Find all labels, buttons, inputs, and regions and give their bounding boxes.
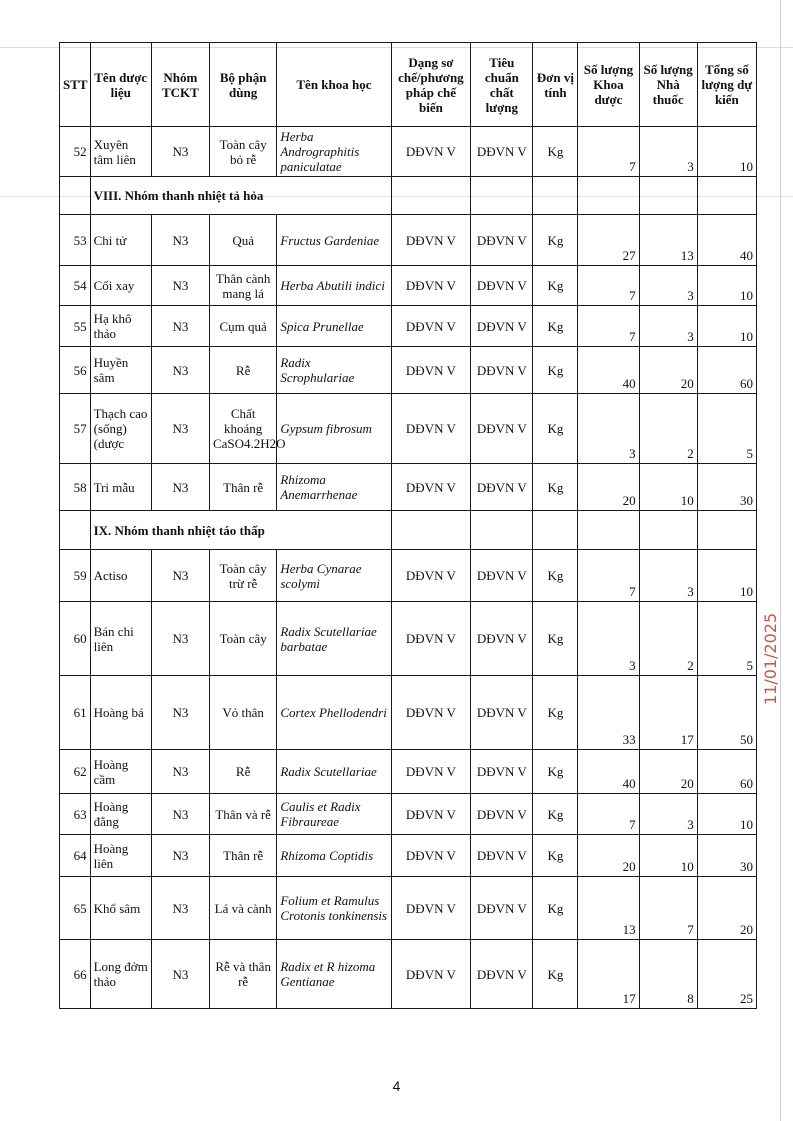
cell-standard: DĐVN V — [471, 676, 533, 750]
header-form: Dạng sơ chế/phương pháp chế biến — [391, 43, 471, 127]
cell-group: N3 — [151, 602, 209, 676]
cell-stt: 62 — [60, 750, 91, 794]
cell-form: DĐVN V — [391, 602, 471, 676]
cell-scientific: Caulis et Radix Fibraureae — [277, 794, 391, 835]
cell-standard: DĐVN V — [471, 877, 533, 940]
header-group: Nhóm TCKT — [151, 43, 209, 127]
cell-form: DĐVN V — [391, 940, 471, 1009]
table-row — [60, 306, 757, 347]
cell-qty-dept: 3 — [578, 394, 639, 464]
cell-unit: Kg — [533, 750, 578, 794]
cell-scientific: Folium et Ramulus Crotonis tonkinensis — [277, 877, 391, 940]
cell-stt: 63 — [60, 794, 91, 835]
cell-part: Chất khoáng CaSO4.2H2O — [209, 394, 276, 464]
cell-standard: DĐVN V — [471, 602, 533, 676]
cell-form: DĐVN V — [391, 676, 471, 750]
cell-qty-pharmacy: 13 — [639, 215, 697, 266]
cell-scientific: Herba Andrographitis paniculatae — [277, 127, 391, 177]
cell-qty-pharmacy: 20 — [639, 750, 697, 794]
cell-qty-total: 10 — [697, 127, 756, 177]
section-empty-cell — [471, 177, 533, 215]
cell-scientific: Radix et R hizoma Gentianae — [277, 940, 391, 1009]
cell-stt: 64 — [60, 835, 91, 877]
header-qty-pharmacy: Số lượng Nhà thuốc — [639, 43, 697, 127]
table-row — [60, 464, 757, 511]
cell-scientific: Radix Scutellariae barbatae — [277, 602, 391, 676]
cell-scientific: Cortex Phellodendri — [277, 676, 391, 750]
cell-group: N3 — [151, 550, 209, 602]
header-part: Bộ phận dùng — [209, 43, 276, 127]
cell-unit: Kg — [533, 347, 578, 394]
cell-part: Toàn cây trừ rễ — [209, 550, 276, 602]
table-row — [60, 877, 757, 940]
table-row — [60, 794, 757, 835]
cell-part: Cụm quả — [209, 306, 276, 347]
cell-form: DĐVN V — [391, 835, 471, 877]
header-name: Tên dược liệu — [90, 43, 151, 127]
cell-group: N3 — [151, 127, 209, 177]
cell-name: Hoàng đằng — [90, 794, 151, 835]
cell-standard: DĐVN V — [471, 940, 533, 1009]
section-empty-cell — [533, 511, 578, 550]
table-row — [60, 550, 757, 602]
cell-qty-dept: 20 — [578, 464, 639, 511]
cell-name: Long đởm thảo — [90, 940, 151, 1009]
cell-standard: DĐVN V — [471, 266, 533, 306]
cell-stt: 56 — [60, 347, 91, 394]
cell-stt: 66 — [60, 940, 91, 1009]
cell-qty-pharmacy: 2 — [639, 602, 697, 676]
cell-name: Hoàng cầm — [90, 750, 151, 794]
table-row — [60, 602, 757, 676]
cell-group: N3 — [151, 266, 209, 306]
cell-stt: 65 — [60, 877, 91, 940]
cell-standard: DĐVN V — [471, 215, 533, 266]
cell-group: N3 — [151, 940, 209, 1009]
cell-unit: Kg — [533, 306, 578, 347]
cell-qty-dept: 7 — [578, 266, 639, 306]
cell-part: Rễ — [209, 750, 276, 794]
cell-qty-pharmacy: 3 — [639, 127, 697, 177]
table-row — [60, 394, 757, 464]
section-empty-cell — [697, 511, 756, 550]
cell-name: Hoàng liên — [90, 835, 151, 877]
cell-qty-dept: 27 — [578, 215, 639, 266]
cell-form: DĐVN V — [391, 215, 471, 266]
cell-group: N3 — [151, 215, 209, 266]
section-empty-cell — [578, 511, 639, 550]
cell-scientific: Radix Scutellariae — [277, 750, 391, 794]
section-row — [60, 177, 757, 215]
section-label: IX. Nhóm thanh nhiệt táo thấp — [90, 511, 391, 550]
cell-qty-total: 60 — [697, 750, 756, 794]
cell-name: Actiso — [90, 550, 151, 602]
cell-qty-dept: 40 — [578, 347, 639, 394]
cell-qty-total: 30 — [697, 835, 756, 877]
table-body — [60, 127, 757, 1009]
section-empty-cell — [639, 511, 697, 550]
cell-scientific: Spica Prunellae — [277, 306, 391, 347]
cell-standard: DĐVN V — [471, 550, 533, 602]
section-empty-cell — [391, 177, 471, 215]
table-row — [60, 266, 757, 306]
cell-form: DĐVN V — [391, 550, 471, 602]
cell-name: Hạ khô thảo — [90, 306, 151, 347]
cell-qty-pharmacy: 3 — [639, 306, 697, 347]
cell-group: N3 — [151, 750, 209, 794]
cell-part: Rễ — [209, 347, 276, 394]
cell-qty-pharmacy: 2 — [639, 394, 697, 464]
cell-qty-dept: 33 — [578, 676, 639, 750]
cell-qty-dept: 7 — [578, 550, 639, 602]
cell-stt: 55 — [60, 306, 91, 347]
cell-unit: Kg — [533, 266, 578, 306]
header-qty-total: Tổng số lượng dự kiến — [697, 43, 756, 127]
section-empty-cell — [639, 177, 697, 215]
cell-name: Xuyên tâm liên — [90, 127, 151, 177]
cell-qty-pharmacy: 7 — [639, 877, 697, 940]
cell-qty-dept: 7 — [578, 794, 639, 835]
cell-name: Thạch cao (sống) (dược — [90, 394, 151, 464]
cell-standard: DĐVN V — [471, 347, 533, 394]
cell-unit: Kg — [533, 940, 578, 1009]
cell-qty-total: 5 — [697, 602, 756, 676]
cell-unit: Kg — [533, 602, 578, 676]
cell-name: Tri mẫu — [90, 464, 151, 511]
section-label: VIII. Nhóm thanh nhiệt tả hỏa — [90, 177, 391, 215]
cell-form: DĐVN V — [391, 750, 471, 794]
cell-qty-total: 30 — [697, 464, 756, 511]
cell-standard: DĐVN V — [471, 394, 533, 464]
cell-standard: DĐVN V — [471, 750, 533, 794]
header-standard: Tiêu chuẩn chất lượng — [471, 43, 533, 127]
cell-standard: DĐVN V — [471, 835, 533, 877]
cell-standard: DĐVN V — [471, 306, 533, 347]
cell-group: N3 — [151, 306, 209, 347]
cell-qty-pharmacy: 8 — [639, 940, 697, 1009]
cell-part: Rễ và thân rễ — [209, 940, 276, 1009]
cell-part: Thân và rễ — [209, 794, 276, 835]
cell-group: N3 — [151, 347, 209, 394]
cell-qty-dept: 7 — [578, 306, 639, 347]
cell-name: Bán chi liên — [90, 602, 151, 676]
cell-standard: DĐVN V — [471, 127, 533, 177]
cell-form: DĐVN V — [391, 794, 471, 835]
cell-scientific: Herba Abutili indici — [277, 266, 391, 306]
cell-qty-total: 25 — [697, 940, 756, 1009]
cell-form: DĐVN V — [391, 306, 471, 347]
cell-form: DĐVN V — [391, 877, 471, 940]
section-empty-cell — [578, 177, 639, 215]
cell-qty-dept: 17 — [578, 940, 639, 1009]
cell-part: Quả — [209, 215, 276, 266]
cell-part: Toàn cây — [209, 602, 276, 676]
cell-part: Thân rễ — [209, 835, 276, 877]
cell-unit: Kg — [533, 550, 578, 602]
cell-unit: Kg — [533, 215, 578, 266]
cell-qty-pharmacy: 3 — [639, 266, 697, 306]
cell-stt: 60 — [60, 602, 91, 676]
cell-part: Toàn cây bỏ rễ — [209, 127, 276, 177]
cell-group: N3 — [151, 794, 209, 835]
table-row — [60, 750, 757, 794]
cell-group: N3 — [151, 835, 209, 877]
cell-qty-total: 10 — [697, 794, 756, 835]
table-row — [60, 127, 757, 177]
section-stt-cell — [60, 511, 91, 550]
cell-standard: DĐVN V — [471, 794, 533, 835]
header-scientific: Tên khoa học — [277, 43, 391, 127]
cell-qty-pharmacy: 17 — [639, 676, 697, 750]
table-row — [60, 676, 757, 750]
handwritten-note: 11/01/2025 — [761, 612, 780, 705]
cell-form: DĐVN V — [391, 266, 471, 306]
header-stt: STT — [60, 43, 91, 127]
section-row — [60, 511, 757, 550]
cell-unit: Kg — [533, 794, 578, 835]
section-empty-cell — [533, 177, 578, 215]
cell-qty-total: 40 — [697, 215, 756, 266]
cell-qty-pharmacy: 10 — [639, 464, 697, 511]
cell-scientific: Rhizoma Anemarrhenae — [277, 464, 391, 511]
cell-unit: Kg — [533, 394, 578, 464]
cell-name: Cối xay — [90, 266, 151, 306]
cell-name: Hoàng bá — [90, 676, 151, 750]
cell-stt: 58 — [60, 464, 91, 511]
table-row — [60, 940, 757, 1009]
cell-scientific: Radix Scrophulariae — [277, 347, 391, 394]
cell-qty-pharmacy: 20 — [639, 347, 697, 394]
section-empty-cell — [391, 511, 471, 550]
cell-stt: 57 — [60, 394, 91, 464]
cell-qty-dept: 7 — [578, 127, 639, 177]
table-row — [60, 347, 757, 394]
section-empty-cell — [471, 511, 533, 550]
cell-stt: 61 — [60, 676, 91, 750]
cell-unit: Kg — [533, 464, 578, 511]
cell-group: N3 — [151, 877, 209, 940]
cell-unit: Kg — [533, 127, 578, 177]
cell-qty-total: 60 — [697, 347, 756, 394]
cell-qty-dept: 20 — [578, 835, 639, 877]
section-empty-cell — [697, 177, 756, 215]
cell-name: Khổ sâm — [90, 877, 151, 940]
cell-stt: 54 — [60, 266, 91, 306]
table-row — [60, 835, 757, 877]
header-unit: Đơn vị tính — [533, 43, 578, 127]
cell-qty-dept: 3 — [578, 602, 639, 676]
page-number: 4 — [392, 1078, 401, 1094]
cell-name: Huyền sâm — [90, 347, 151, 394]
cell-scientific: Herba Cynarae scolymi — [277, 550, 391, 602]
cell-scientific: Gypsum fibrosum — [277, 394, 391, 464]
herbal-materials-table — [59, 42, 757, 1009]
table-row — [60, 215, 757, 266]
header-qty-dept: Số lượng Khoa dược — [578, 43, 639, 127]
cell-unit: Kg — [533, 676, 578, 750]
cell-stt: 59 — [60, 550, 91, 602]
cell-unit: Kg — [533, 877, 578, 940]
cell-stt: 52 — [60, 127, 91, 177]
cell-qty-pharmacy: 3 — [639, 550, 697, 602]
cell-qty-pharmacy: 3 — [639, 794, 697, 835]
cell-scientific: Fructus Gardeniae — [277, 215, 391, 266]
cell-qty-total: 10 — [697, 266, 756, 306]
cell-qty-total: 10 — [697, 550, 756, 602]
cell-qty-dept: 13 — [578, 877, 639, 940]
cell-qty-total: 10 — [697, 306, 756, 347]
cell-part: Vỏ thân — [209, 676, 276, 750]
cell-part: Thân rễ — [209, 464, 276, 511]
cell-qty-pharmacy: 10 — [639, 835, 697, 877]
cell-part: Thân cành mang lá — [209, 266, 276, 306]
header-row — [60, 43, 757, 127]
cell-unit: Kg — [533, 835, 578, 877]
cell-qty-total: 50 — [697, 676, 756, 750]
cell-part: Lá và cành — [209, 877, 276, 940]
cell-stt: 53 — [60, 215, 91, 266]
cell-group: N3 — [151, 464, 209, 511]
cell-form: DĐVN V — [391, 347, 471, 394]
cell-qty-total: 20 — [697, 877, 756, 940]
cell-qty-dept: 40 — [578, 750, 639, 794]
section-stt-cell — [60, 177, 91, 215]
cell-form: DĐVN V — [391, 464, 471, 511]
cell-scientific: Rhizoma Coptidis — [277, 835, 391, 877]
cell-standard: DĐVN V — [471, 464, 533, 511]
cell-form: DĐVN V — [391, 394, 471, 464]
cell-form: DĐVN V — [391, 127, 471, 177]
cell-name: Chi tử — [90, 215, 151, 266]
cell-group: N3 — [151, 394, 209, 464]
cell-qty-total: 5 — [697, 394, 756, 464]
cell-group: N3 — [151, 676, 209, 750]
